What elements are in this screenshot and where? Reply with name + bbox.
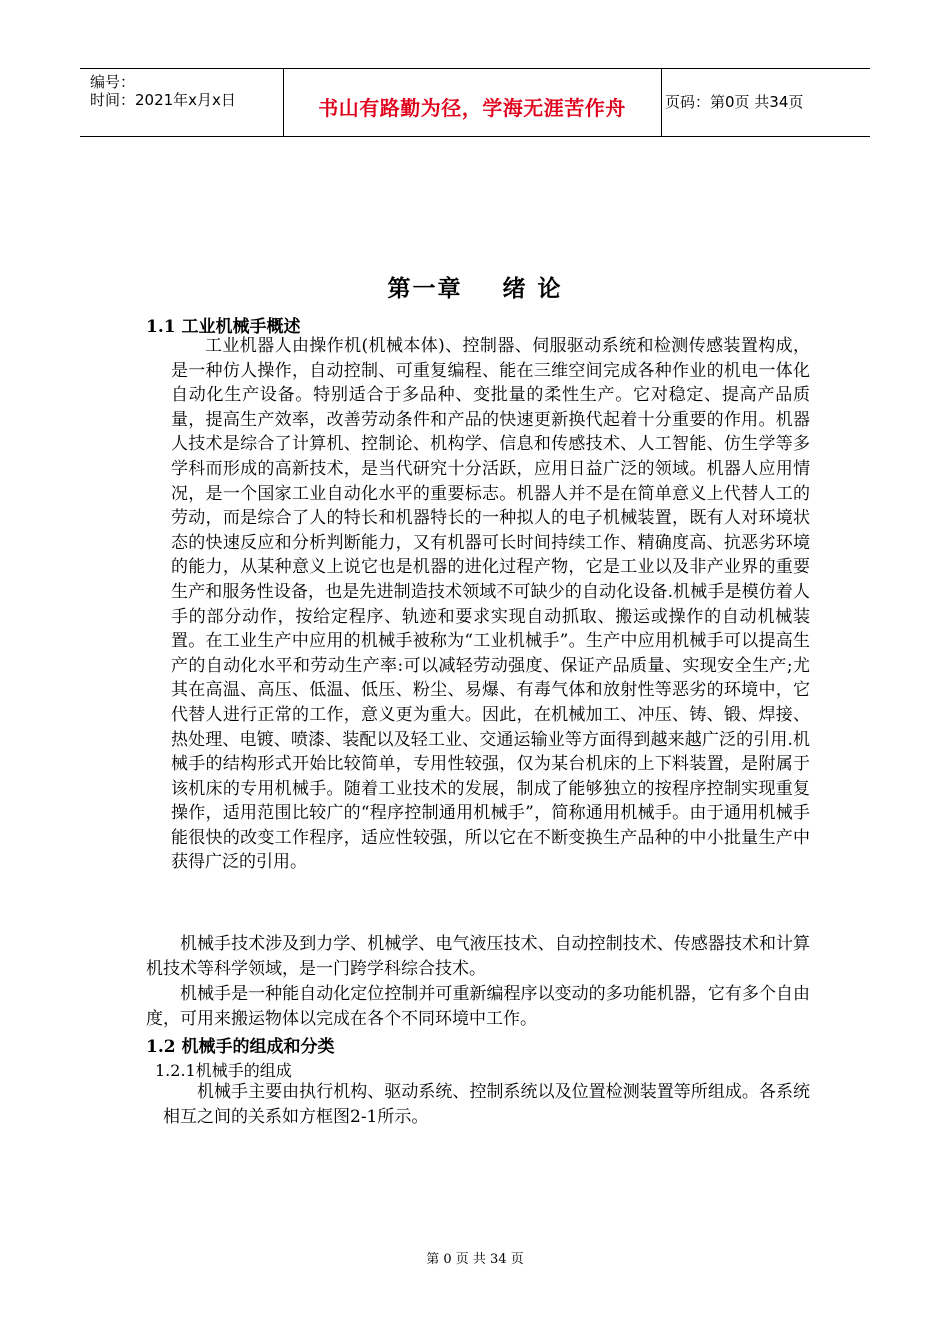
header-left-cell — [80, 69, 284, 136]
chapter-number: 第一章 — [387, 276, 463, 302]
page-footer: 第 0 页 共 34 页 — [426, 1252, 524, 1267]
section-1-2-title: 1.2 机械手的组成和分类 — [146, 1037, 335, 1057]
paragraph-overview: 工业机器人由操作机(机械本体)、控制器、伺服驱动系统和检测传感装置构成，是一种仿人操作，自动控制、可重复编程、能在三维空间完成各种作业的机电一体化自动化生产设备。特别适合于多品种、变批量的柔性生产。它对稳定、提高产品质量，提高生产效率，改善劳动条件和产品的快速更新换代起着十分重要的作用。机器人技术是综合了计算机、控制论、机构学、信息和传感技术、人工智能、仿生学等多学科而形成的高新技术，是当代研究十分活跃，应用日益广泛的领域。机器人应用情况，是一个国家工业自动化水平的重要标志。机器人并不是在简单意义上代替人工的劳动，而是综合了人的特长和机器特长的一种拟人的电子机械装置，既有人对环境状态的快速反应和分析判断能力，又有机器可长时间持续工作、精确度高、抗恶劣环境的能力，从某种意义上说它也是机器的进化过程产物，它是工业以及非产业界的重要生产和服务性设备，也是先进制造技术领域不可缺少的自动化设备.机械手是模仿着人手的部分动作，按给定程序、轨迹和要求实现自动抓取、搬运或操作的自动机械装置。在工业生产中应用的机械手被称为“工业机械手”。生产中应用机械手可以提高生产的自动化水平和劳动生产率:可以减轻劳动强度、保证产品质量、实现安全生产;尤其在高温、高压、低温、低压、粉尘、易爆、有毒气体和放射性等恶劣的环境中，它代替人进行正常的工作，意义更为重大。因此，在机械加工、冲压、铸、锻、焊接、热处理、电镀、喷漆、装配以及轻工业、交通运输业等方面得到越来越广泛的引用.机械手的结构形式开始比较简单，专用性较强，仅为某台机床的上下料装置，是附属于该机床的专用机械手。随着工业技术的发展，制成了能够独立的按程序控制实现重复操作，适用范围比较广的“程序控制通用机械手”，简称通用机械手。由于通用机械手能很快的改变工作程序，适应性较强，所以它在不断变换生产品种的中小批量生产中获得广泛的引用。 — [171, 336, 810, 873]
page-header — [80, 68, 870, 137]
time-label: 时间：2021年x月x日 — [90, 91, 236, 109]
page-info: 页码：第0页 共34页 — [665, 93, 804, 111]
paragraph-definition: 机械手是一种能自动化定位控制并可重新编程序以变动的多功能机器，它有多个自由度，可用来搬运物体以完成在各个不同环境中工作。 — [146, 984, 810, 1029]
chapter-heading — [0, 270, 950, 303]
motto-text: 书山有路勤为径，学海无涯苦作舟 — [318, 96, 626, 120]
paragraph-disciplines: 机械手技术涉及到力学、机械学、电气液压技术、自动控制技术、传感器技术和计算机技术等科学领域，是一门跨学科综合技术。 — [146, 934, 810, 979]
header-page-cell — [662, 69, 870, 136]
section-1-1-title: 1.1 工业机械手概述 — [146, 317, 301, 337]
number-label: 编号： — [90, 73, 136, 91]
chapter-title: 绪 论 — [502, 276, 563, 302]
paragraph-composition: 机械手主要由执行机构、驱动系统、控制系统以及位置检测装置等所组成。各系统相互之间的关系如方框图2-1所示。 — [163, 1082, 810, 1127]
header-motto-cell — [283, 69, 662, 136]
section-1-2-1-title: 1.2.1机械手的组成 — [155, 1061, 292, 1080]
